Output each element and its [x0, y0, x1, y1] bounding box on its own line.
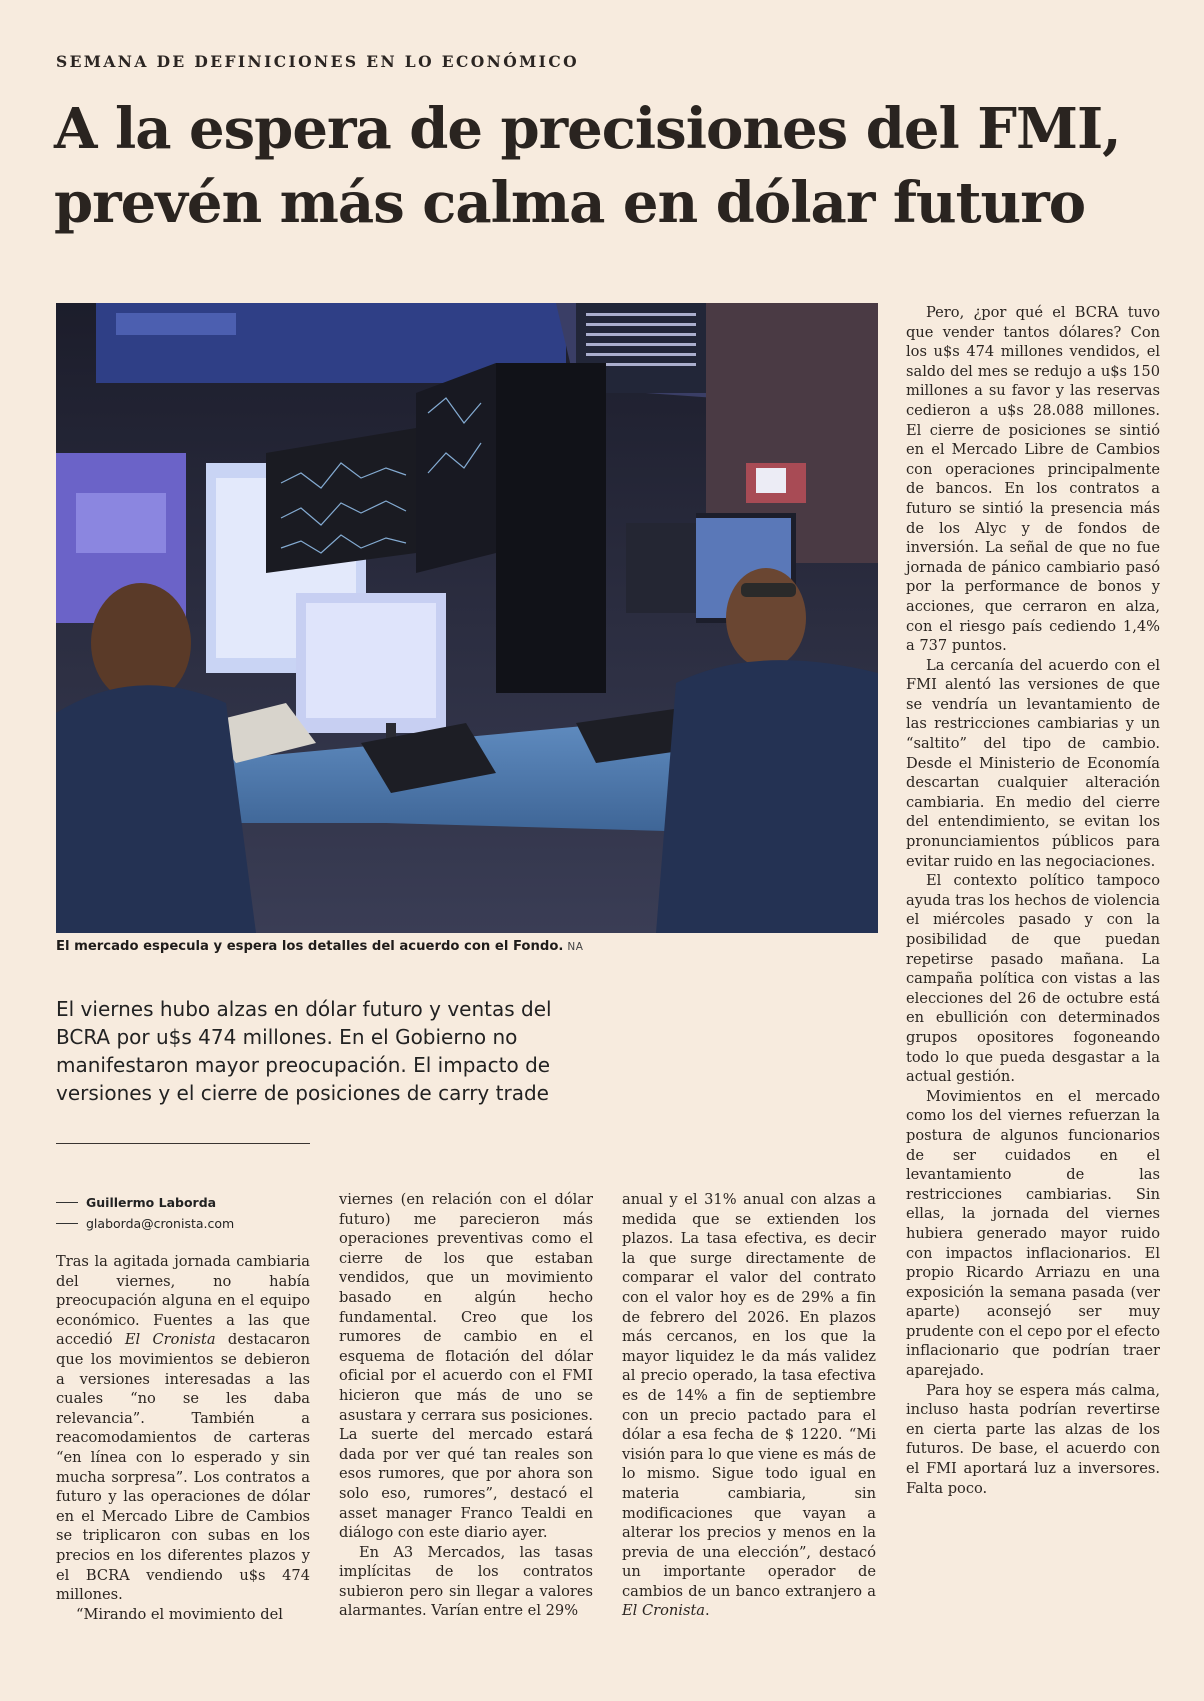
- body-column-3: [622, 1190, 876, 1621]
- paragraph: viernes (en relación con el dólar futuro) me parecieron más operaciones preventivas como el cierre de los que estaban vendidos, que un movimiento basado en algún hecho fundamental. Creo que los rumores de cambio en el esquema de flotación del dólar oficial por el acuerdo con el FMI hicieron que más de uno se asustara y cerrara sus posiciones. La suerte del mercado estará dada por ver qué tan reales son esos rumores, que por ahora son solo eso, rumores”, destacó el asset manager Franco Tealdi en diálogo con este diario ayer.: [339, 1191, 593, 1542]
- article-deck: El viernes hubo alzas en dólar futuro y ventas del BCRA por u$s 474 millones. En el Gobierno no manifestaron mayor preocupación. El impacto de versiones y el cierre de posiciones de carry trade: [56, 997, 552, 1105]
- author-name: Guillermo Laborda: [86, 1195, 217, 1210]
- paragraph: Pero, ¿por qué el BCRA tuvo que vender tantos dólares? Con los u$s 474 millones vendidos, el saldo del mes se redujo a u$s 150 millones a su favor y las reservas cedieron a u$s 28.088 millones. El cierre de posiciones se sintió en el Mercado Libre de Cambios con operaciones principalmente de bancos. En los contratos a futuro se sintió la presencia más de los Alyc y de fondos de inversión. La señal de que no fue jornada de pánico cambiario pasó por la performance de bonos y acciones, que cerraron en alza, con el riesgo país cediendo 1,4% a 737 puntos.: [906, 304, 1160, 655]
- paragraph: Movimientos en el mercado como los del viernes refuerzan la postura de algunos funcionarios de ser cuidados en el levantamiento de las restricciones cambiarias. Sin ellas, la jornada del viernes hubiera generado mayor ruido con impactos inflacionarios. El propio Ricardo Arriazu en una exposición la semana pasada (ver aparte) aconsejó ser muy prudente con el cepo por el efecto inflacionario que podrían traer aparejado.: [906, 1087, 1160, 1380]
- paragraph: En A3 Mercados, las tasas implícitas de los contratos subieron pero sin llegar a valores alarmantes. Varían entre el 29%: [339, 1543, 593, 1620]
- article-photo: [56, 303, 878, 933]
- byline-author-row: [56, 1192, 234, 1213]
- body-column-1: [56, 1252, 310, 1624]
- photo-credit: NA: [567, 941, 584, 953]
- paragraph: El contexto político tampoco ayuda tras los hechos de violencia el miércoles pasado y con la posibilidad de que puedan repetirse pasado mañana. La campaña política con vistas a las elecciones del 26 de octubre está en ebullición con determinados grupos opositores fogoneando todo lo que pueda desgastar a la actual gestión.: [906, 872, 1160, 1086]
- paragraph: La cercanía del acuerdo con el FMI alentó las versiones de que se vendría un levantamiento de las restricciones cambiarias y un “saltito” del tipo de cambio. Desde el Ministerio de Economía descartan cualquier alteración cambiaria. En medio del cierre del entendimiento, se evitan los pronunciamientos públicos para evitar ruido en las negociaciones.: [906, 656, 1160, 870]
- body-column-2: [339, 1190, 593, 1621]
- paragraph: Para hoy se espera más calma, incluso hasta podrían revertirse en cierta parte las alzas de los futuros. De base, el acuerdo con el FMI aportará luz a inversores. Falta poco.: [906, 1381, 1160, 1497]
- caption-text: El mercado especula y espera los detalles del acuerdo con el Fondo.: [56, 939, 564, 954]
- body-column-4: [906, 303, 1160, 1498]
- section-kicker: SEMANA DE DEFINICIONES EN LO ECONÓMICO: [56, 52, 579, 71]
- photo-caption: [56, 939, 878, 954]
- paragraph: Tras la agitada jornada cambiaria del viernes, no había preocupación alguna en el equipo económico. Fuentes a las que accedió El Cronista destacaron que los movimientos se debieron a versiones interesadas a las cuales “no se les daba relevancia”. También a reacomodamientos de carteras “en línea con lo esperado y sin mucha sorpresa”. Los contratos a futuro y las operaciones de dólar en el Mercado Libre de Cambios se triplicaron con subas en los precios en los diferentes plazos y el BCRA vendiendo u$s 474 millones.: [56, 1253, 310, 1604]
- trading-floor-illustration: [56, 303, 878, 933]
- byline-email-row: [56, 1213, 234, 1234]
- headline: A la espera de precisiones del FMI, prevén más calma en dólar futuro: [54, 96, 1121, 236]
- paragraph: “Mirando el movimiento del: [76, 1605, 283, 1623]
- deck-divider: [56, 1143, 310, 1144]
- paragraph: anual y el 31% anual con alzas a medida que se extienden los plazos. La tasa efectiva, es decir la que surge directamente de comparar el valor del contrato con el valor hoy es de 29% a fin de febrero del 2026. En plazos más cercanos, en los que la mayor liquidez le da más validez al precio operado, la tasa efectiva es de 14% a fin de septiembre con un precio pactado para el dólar a esa fecha de $ 1220. “Mi visión para lo que viene es más de lo mismo. Sigue todo igual en materia cambiaria, sin modificaciones que vayan a alterar los precios y menos en la previa de una elección”, destacó un importante operador de cambios de un banco extranjero a El Cronista.: [622, 1191, 876, 1620]
- author-email: glaborda@cronista.com: [86, 1216, 235, 1231]
- byline: [56, 1192, 234, 1234]
